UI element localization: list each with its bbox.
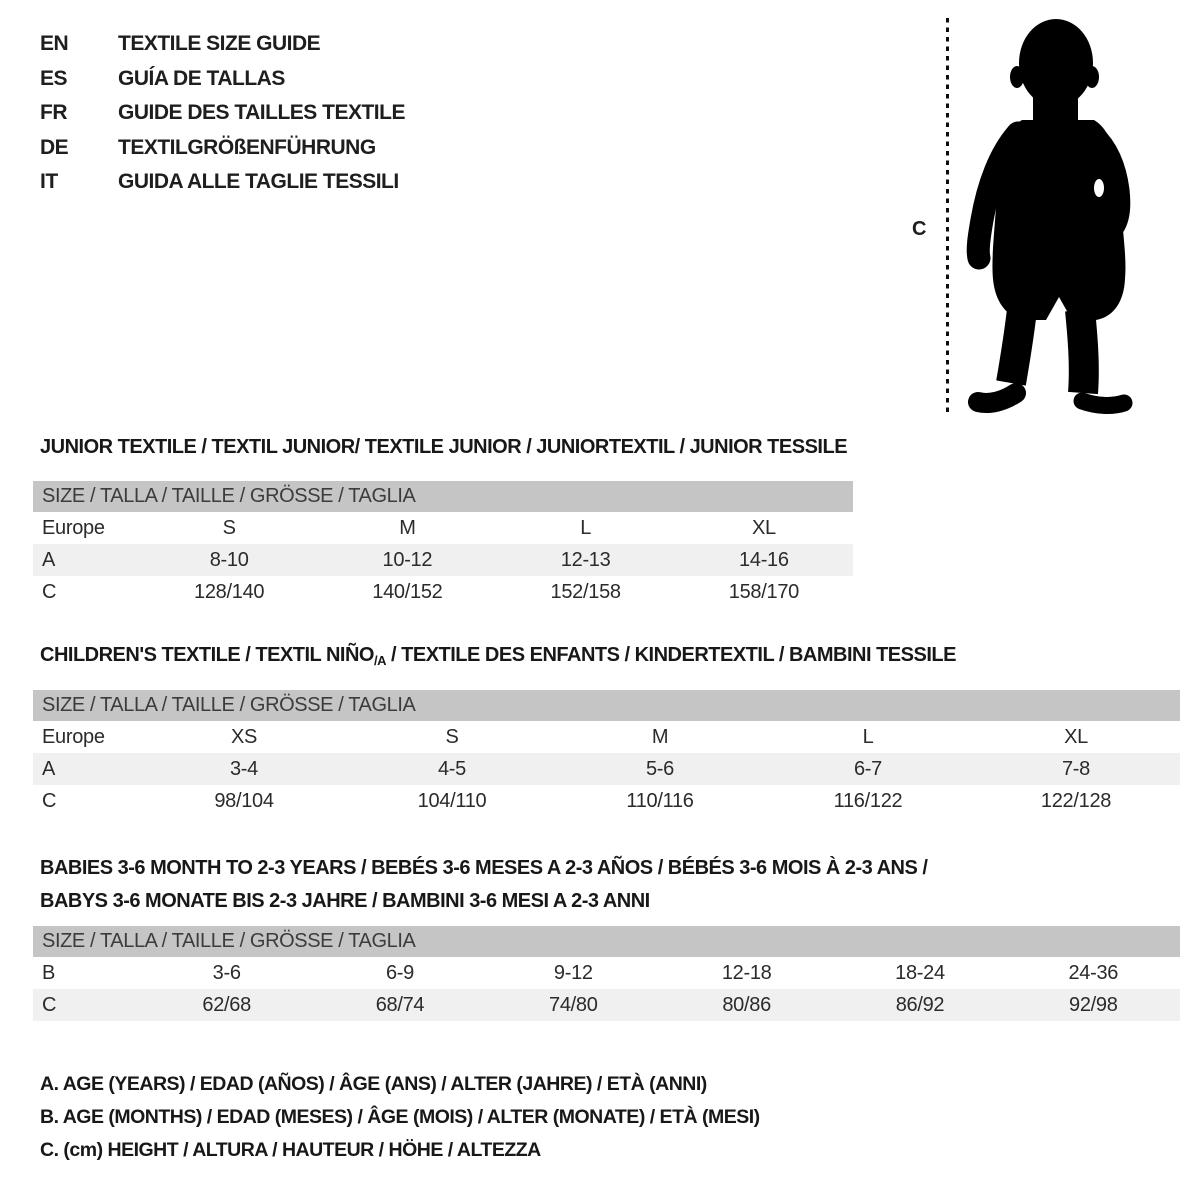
age-cell: 12-13 — [560, 548, 611, 571]
language-row-es — [40, 62, 405, 97]
height-cell: 128/140 — [194, 580, 265, 603]
height-cell: 92/98 — [1069, 993, 1118, 1016]
table-row-height — [33, 785, 1180, 817]
age-cell: 10-12 — [382, 548, 433, 571]
size-cell: M — [651, 725, 669, 748]
guide-title: GUIDA ALLE TAGLIE TESSILI — [118, 170, 399, 194]
babies-heading-line2: BABYS 3-6 MONATE BIS 2-3 JAHRE / BAMBINI 3-6 MESI A 2-3 ANNI — [40, 890, 650, 912]
months-cell: 12-18 — [721, 961, 772, 984]
children-section-heading — [40, 644, 956, 668]
row-label: C — [42, 789, 57, 812]
row-label: C — [42, 580, 57, 603]
table-row-height — [33, 989, 1180, 1021]
language-code: DE — [40, 135, 69, 159]
language-row-it — [40, 165, 405, 200]
months-cell: 3-6 — [212, 961, 241, 984]
guide-title: TEXTILE SIZE GUIDE — [118, 32, 321, 56]
children-heading-text: / TEXTILE DES ENFANTS / KINDERTEXTIL / BAMBINI TESSILE — [385, 644, 956, 666]
language-code: FR — [40, 101, 67, 125]
months-cell: 24-36 — [1068, 961, 1119, 984]
table-row-age — [33, 544, 853, 576]
height-cell: 116/122 — [833, 789, 903, 812]
age-cell: 7-8 — [1061, 757, 1090, 780]
size-cell: S — [445, 725, 459, 748]
age-cell: 8-10 — [209, 548, 249, 571]
legend-age-years: A. AGE (YEARS) / EDAD (AÑOS) / ÂGE (ANS) / ALTER (JAHRE) / ETÀ (ANNI) — [40, 1073, 707, 1095]
babies-heading-line1: BABIES 3-6 MONTH TO 2-3 YEARS / BEBÉS 3-6 MESES A 2-3 AÑOS / BÉBÉS 3-6 MOIS À 2-3 ANS / — [40, 857, 928, 879]
size-header-bar: SIZE / TALLA / TAILLE / GRÖSSE / TAGLIA — [33, 690, 1180, 721]
language-code: EN — [40, 32, 69, 56]
language-row-en — [40, 27, 405, 62]
table-row-height — [33, 576, 853, 608]
guide-title: TEXTILGRÖßENFÜHRUNG — [118, 135, 376, 159]
table-row-months — [33, 957, 1180, 989]
junior-section-heading: JUNIOR TEXTILE / TEXTIL JUNIOR/ TEXTILE JUNIOR / JUNIORTEXTIL / JUNIOR TESSILE — [40, 436, 848, 458]
size-cell: XL — [751, 516, 776, 539]
row-label: Europe — [42, 516, 105, 539]
height-measure-dashed-line — [946, 18, 949, 416]
height-cell: 104/110 — [417, 789, 487, 812]
table-row-age — [33, 753, 1180, 785]
height-cell: 110/116 — [626, 789, 694, 812]
age-cell: 5-6 — [645, 757, 674, 780]
age-cell: 14-16 — [739, 548, 789, 571]
language-title-list — [40, 27, 405, 200]
children-heading-sub: /A — [373, 653, 386, 668]
babies-section-heading — [40, 852, 927, 918]
height-cell: 80/86 — [722, 993, 771, 1016]
row-label: A — [42, 757, 56, 780]
table-row-europe — [33, 721, 1180, 753]
size-cell: XL — [1064, 725, 1088, 748]
size-header-bar: SIZE / TALLA / TAILLE / GRÖSSE / TAGLIA — [33, 481, 853, 512]
size-header-bar: SIZE / TALLA / TAILLE / GRÖSSE / TAGLIA — [33, 926, 1180, 957]
height-cell: 86/92 — [895, 993, 945, 1016]
height-cell: 152/158 — [550, 580, 621, 603]
table-row-europe — [33, 512, 853, 544]
size-cell: L — [862, 725, 874, 748]
height-cell: 158/170 — [728, 580, 799, 603]
size-cell: L — [580, 516, 592, 539]
row-label: B — [42, 961, 56, 984]
measure-legend — [40, 1068, 760, 1167]
months-cell: 9-12 — [553, 961, 593, 984]
language-code: IT — [40, 170, 58, 194]
language-row-fr — [40, 96, 405, 131]
height-cell: 140/152 — [372, 580, 443, 603]
legend-height-cm: C. (cm) HEIGHT / ALTURA / HAUTEUR / HÖHE / ALTEZZA — [40, 1139, 541, 1161]
size-cell: XS — [230, 725, 258, 748]
months-cell: 18-24 — [895, 961, 945, 984]
age-cell: 6-7 — [853, 757, 882, 780]
babies-size-table — [33, 926, 1180, 1021]
height-cell: 98/104 — [214, 789, 274, 812]
height-cell: 68/74 — [375, 993, 425, 1016]
height-cell: 74/80 — [549, 993, 598, 1016]
toddler-silhouette-image — [958, 15, 1140, 420]
children-heading-text: CHILDREN'S TEXTILE / TEXTIL NIÑO — [40, 644, 374, 666]
row-label: C — [42, 993, 57, 1016]
guide-title: GUÍA DE TALLAS — [118, 66, 285, 90]
age-cell: 3-4 — [229, 757, 258, 780]
age-cell: 4-5 — [437, 757, 466, 780]
size-cell: S — [222, 516, 236, 539]
junior-size-table — [33, 481, 853, 608]
guide-title: GUIDE DES TAILLES TEXTILE — [118, 101, 405, 125]
months-cell: 6-9 — [385, 961, 414, 984]
height-cell: 122/128 — [1040, 789, 1112, 812]
row-label: A — [42, 548, 56, 571]
size-cell: M — [399, 516, 416, 539]
children-size-table — [33, 690, 1180, 817]
language-code: ES — [40, 66, 68, 90]
height-measure-label: C — [912, 218, 927, 240]
legend-age-months: B. AGE (MONTHS) / EDAD (MESES) / ÂGE (MOIS) / ALTER (MONATE) / ETÀ (MESI) — [40, 1106, 760, 1128]
height-cell: 62/68 — [202, 993, 251, 1016]
language-row-de — [40, 131, 405, 166]
row-label: Europe — [42, 725, 105, 748]
